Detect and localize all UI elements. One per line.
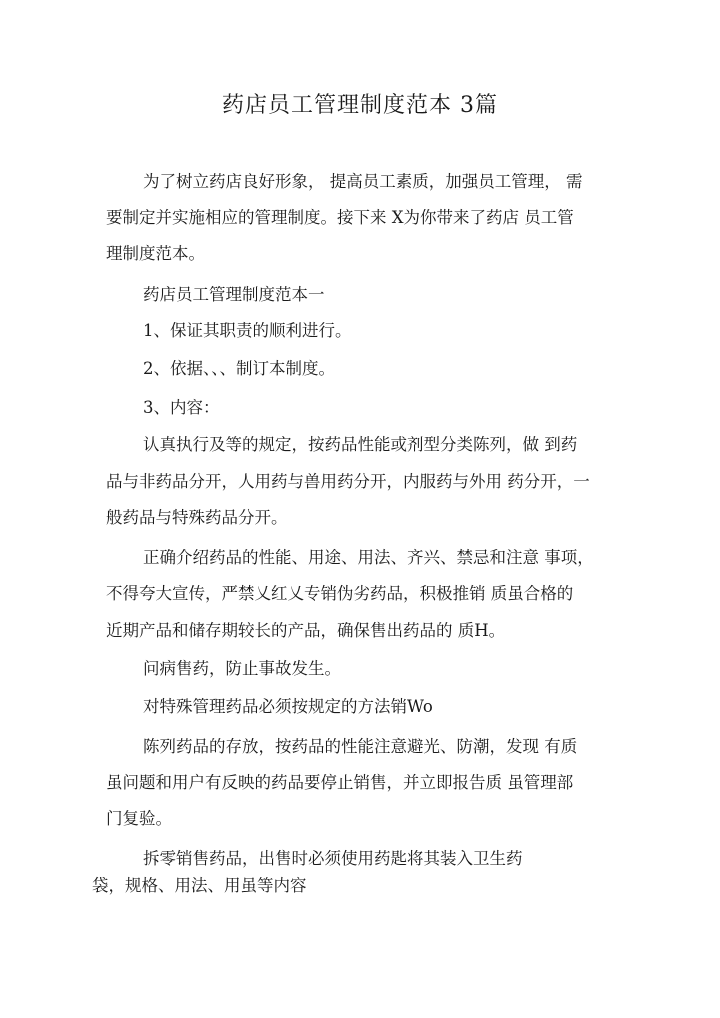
paragraph-line: 不得夸大宣传，严禁乂红乂专销伪劣药品，积极推销 质虽合格的 [106,584,574,603]
paragraph-line: 近期产品和储存期较长的产品，确保售出药品的 质H。 [106,621,506,640]
paragraph-line: 袋，规格、用法、用虽等内容 [92,876,307,895]
paragraph-line: 理制度范本。 [106,244,205,263]
paragraph-line: 问病售药，防止事故发生。 [143,659,341,678]
list-item: 2、依据、、、制订本制度。 [143,359,335,378]
paragraph-line: 般药品与特殊药品分开。 [106,508,288,527]
paragraph-line: 陈列药品的存放，按药品的性能注意避光、防潮，发现 有质 [143,737,578,756]
paragraph-line: 正确介绍药品的性能、用途、用法、齐兴、禁忌和注意 事项， [143,548,594,567]
paragraph-line: 为了树立药店良好形象， 提高员工素质，加强员工管理， 需 [143,172,583,191]
list-item: 1、保证其职责的顺利进行。 [143,321,352,340]
paragraph-line: 认真执行及等的规定，按药品性能或剂型分类陈列，做 到药 [143,435,578,454]
paragraph-line: 虽问题和用户有反映的药品要停止销售，并立即报告质 虽管理部 [106,773,574,792]
paragraph-line: 对特殊管理药品必须按规定的方法销Wo [143,697,433,716]
paragraph-line: 门复验。 [106,809,172,828]
list-item: 3、内容： [143,398,220,417]
document-title: 药店员工管理制度范本 3篇 [222,93,498,118]
paragraph-line: 品与非药品分开，人用药与兽用药分开，内服药与外用 药分开，一 [106,472,590,491]
section-heading: 药店员工管理制度范本一 [143,285,325,304]
paragraph-line: 要制定并实施相应的管理制度。接下来 X为你带来了药店 员工管 [106,208,574,227]
paragraph-line: 拆零销售药品，出售时必须使用药匙将其装入卫生药 [143,849,523,868]
